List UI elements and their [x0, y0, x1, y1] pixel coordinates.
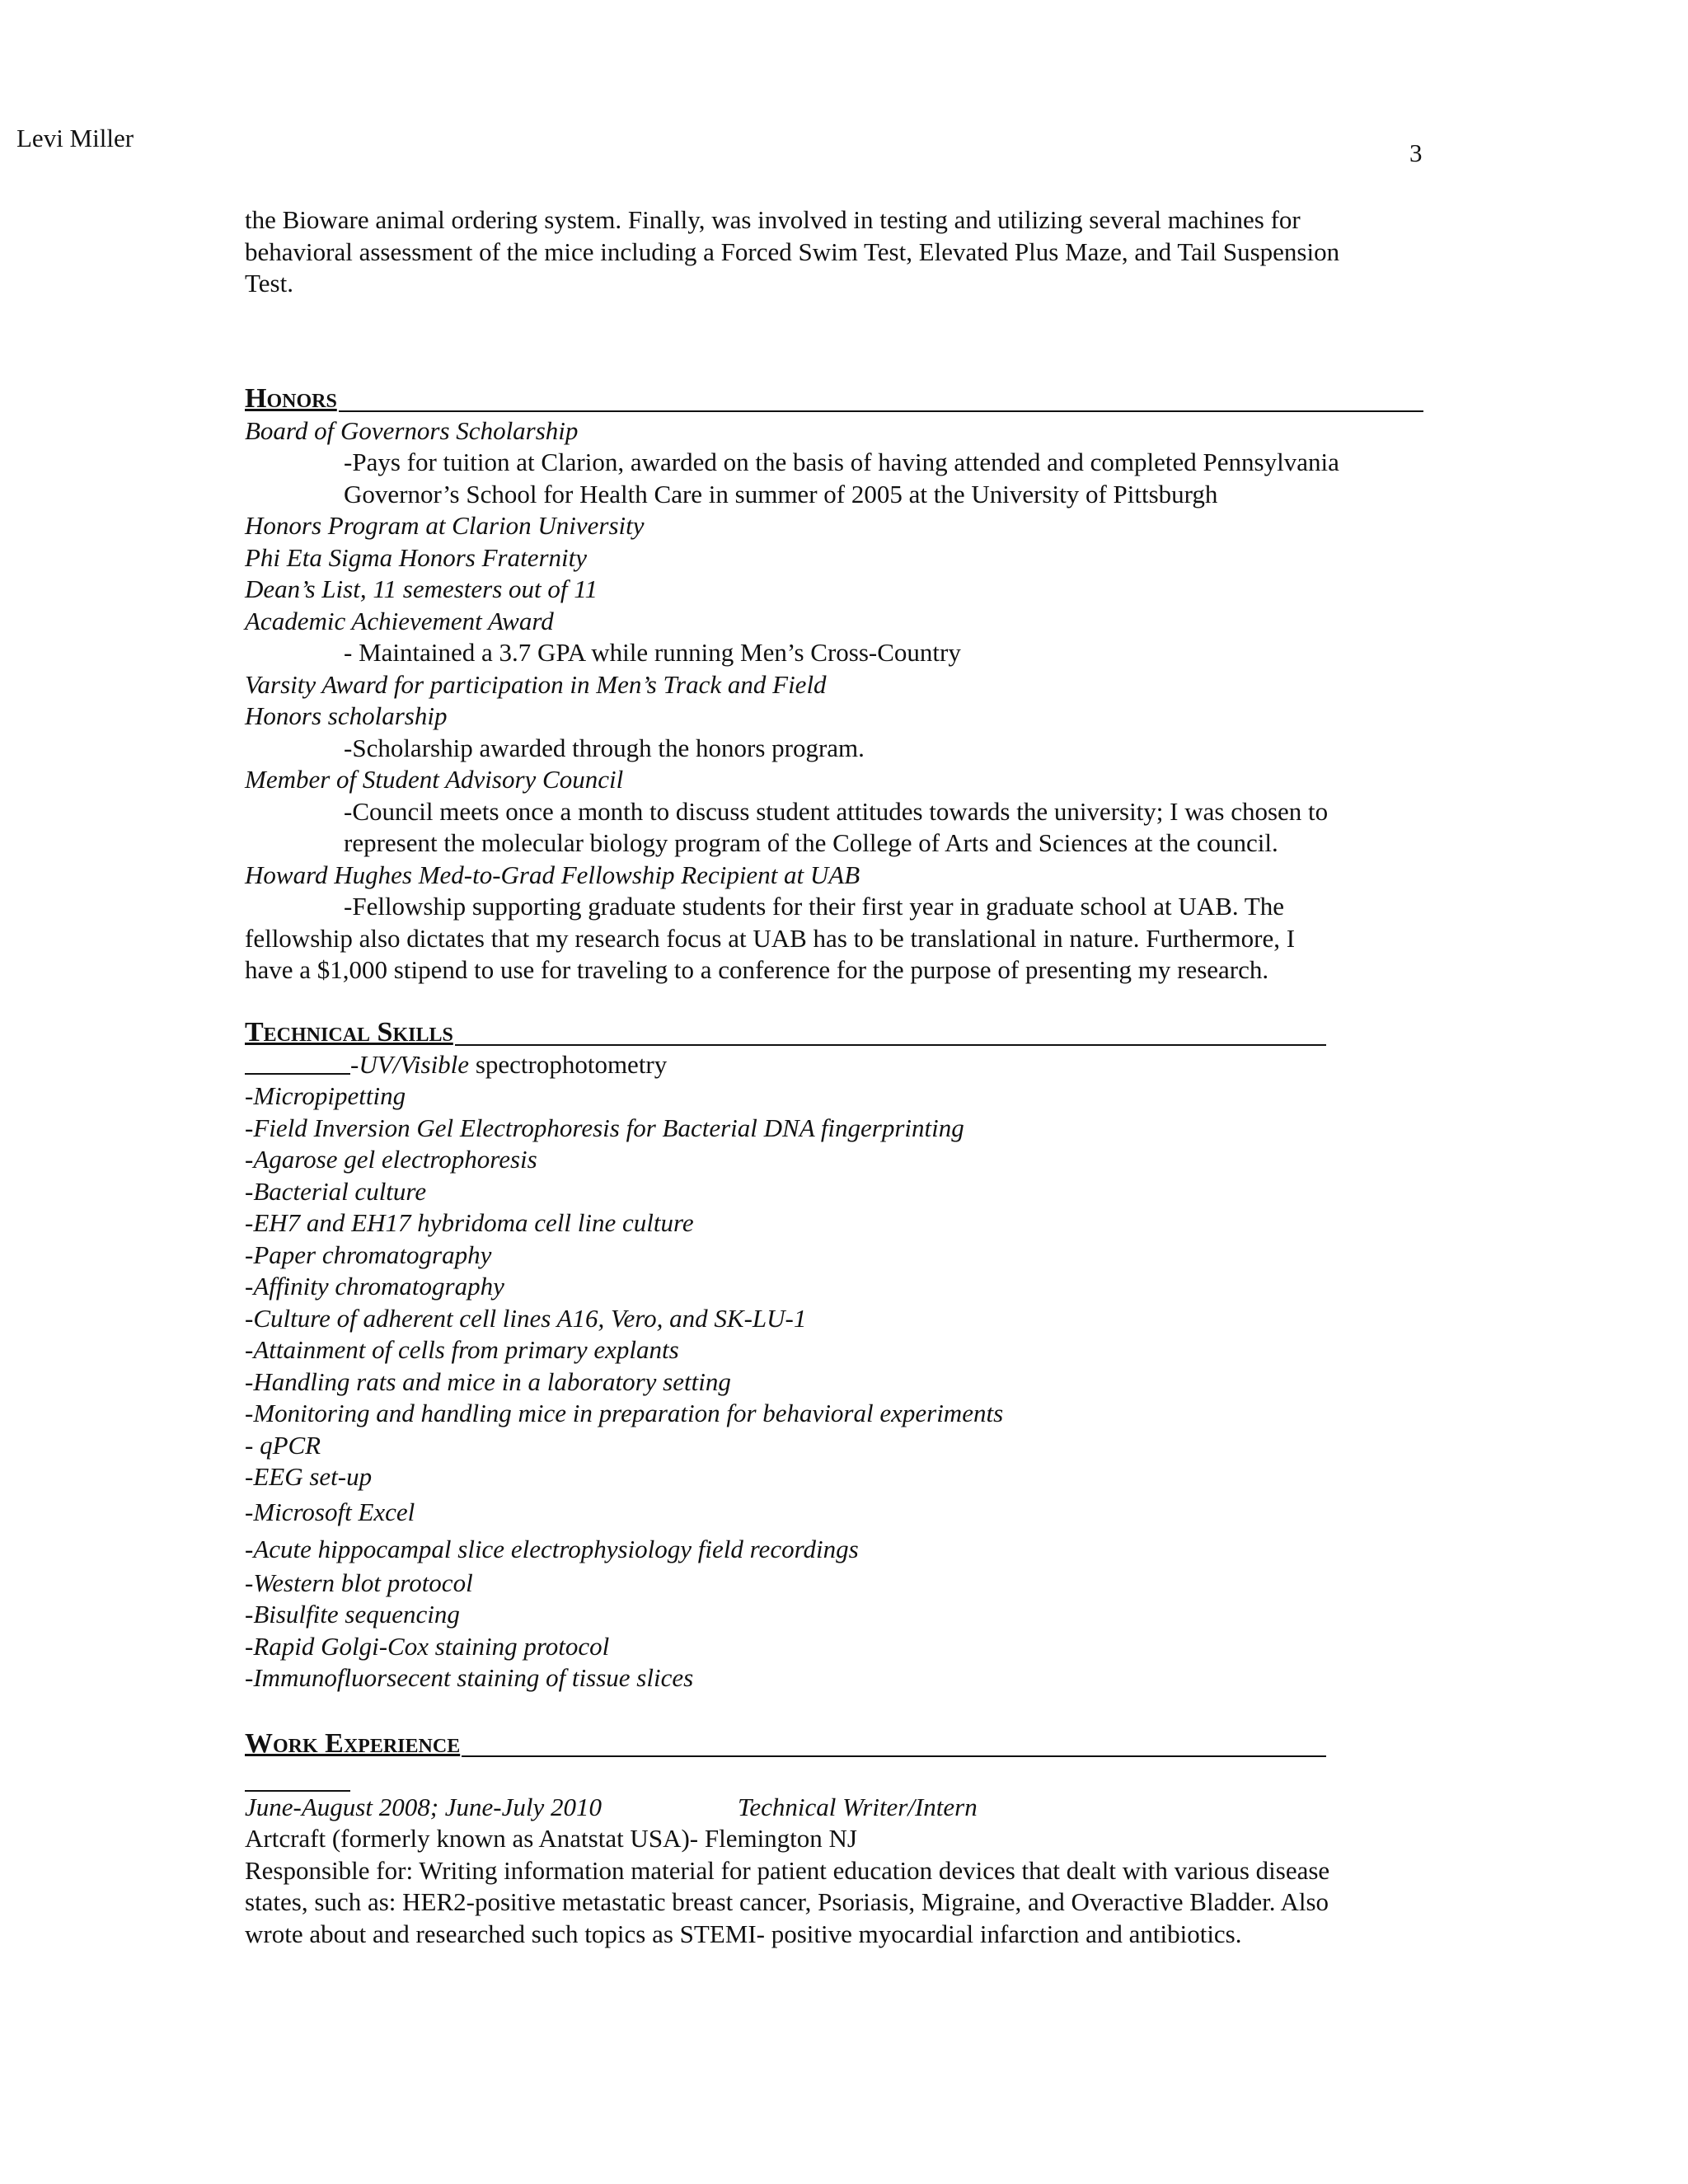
job-dates: June-August 2008; June-July 2010 [245, 1792, 603, 1821]
honor-title: Varsity Award for participation in Men’s Track and Field [245, 669, 827, 699]
skill-item: -EH7 and EH17 hybridoma cell line culture [245, 1208, 694, 1237]
skill-item: -Immunofluorsecent staining of tissue slices [245, 1663, 694, 1692]
skill-item: -Rapid Golgi-Cox staining protocol [245, 1631, 610, 1661]
skill-item: -Western blot protocol [245, 1568, 473, 1597]
skill-item: -EEG set-up [245, 1462, 373, 1491]
honors-section [245, 415, 1422, 987]
skill-item: -Micropipetting [245, 1081, 406, 1110]
honor-description: -Council meets once a month to discuss student attitudes towards the university; I was chosen to [344, 796, 1329, 826]
resume-content [245, 204, 1422, 1950]
job-description: wrote about and researched such topics as STEMI- positive myocardial infarction and antibiotics. [245, 1919, 1242, 1948]
skill-item: -Paper chromatography [245, 1240, 492, 1269]
honor-description: have a $1,000 stipend to use for traveling to a conference for the purpose of presenting my research. [245, 955, 1269, 984]
skill-item: -Microsoft Excel [245, 1497, 415, 1526]
work-experience-entry [245, 1792, 1422, 1951]
job-description: states, such as: HER2-positive metastatic breast cancer, Psoriasis, Migraine, and Overactive Bladder. Also [245, 1887, 1329, 1916]
intro-line: the Bioware animal ordering system. Finally, was involved in testing and utilizing several machines for [245, 205, 1301, 234]
honor-title: Academic Achievement Award [245, 606, 554, 635]
honor-description: -Pays for tuition at Clarion, awarded on the basis of having attended and completed Pennsylvania [344, 448, 1339, 476]
skill-item: -Handling rats and mice in a laboratory setting [245, 1366, 731, 1396]
page-number: 3 [1409, 138, 1423, 167]
honor-description: -Scholarship awarded through the honors program. [344, 733, 865, 762]
skill-item: -Attainment of cells from primary explants [245, 1335, 679, 1364]
skill-item: -Agarose gel electrophoresis [245, 1145, 537, 1174]
honor-title: Howard Hughes Med-to-Grad Fellowship Recipient at UAB [245, 860, 860, 889]
skill-item: -Affinity chromatography [245, 1272, 504, 1301]
intro-line: Test. [245, 269, 293, 298]
skill-item: -Bacterial culture [245, 1176, 427, 1206]
honor-title: Honors scholarship [245, 701, 448, 730]
technical-skills-heading: Technical Skills [245, 1016, 1422, 1049]
honor-description: fellowship also dictates that my research focus at UAB has to be translational in nature. Furthermore, I [245, 923, 1296, 953]
honor-title: Phi Eta Sigma Honors Fraternity [245, 542, 588, 572]
skill-item: - qPCR [245, 1430, 321, 1460]
job-company: Artcraft (formerly known as Anatstat USA)- Flemington NJ [245, 1824, 858, 1853]
skill-item: -Culture of adherent cell lines A16, Vero, and SK-LU-1 [245, 1303, 807, 1333]
honor-description: -Fellowship supporting graduate students for their first year in graduate school at UAB. The [344, 892, 1285, 921]
job-description: Responsible for: Writing information material for patient education devices that dealt with various disease [245, 1855, 1330, 1885]
honor-description: Governor’s School for Health Care in summer of 2005 at the University of Pittsburgh [344, 479, 1218, 509]
honor-title: Dean’s List, 11 semesters out of 11 [245, 574, 598, 603]
work-experience-heading: Work Experience [245, 1727, 1422, 1760]
skill-item: -UV/Visible spectrophotometry [245, 1049, 1422, 1081]
skill-item: -Acute hippocampal slice electrophysiology field recordings [245, 1534, 859, 1563]
underline-rule [245, 1073, 350, 1075]
technical-skills-list [245, 1049, 1422, 1694]
work-experience-rule-row [245, 1760, 1422, 1792]
honor-description: - Maintained a 3.7 GPA while running Men’s Cross-Country [344, 638, 961, 667]
honor-title: Board of Governors Scholarship [245, 415, 579, 445]
honor-title: Member of Student Advisory Council [245, 765, 624, 794]
intro-paragraph [245, 204, 1422, 300]
skill-item: -Monitoring and handling mice in preparation for behavioral experiments [245, 1399, 1004, 1427]
intro-line: behavioral assessment of the mice including a Forced Swim Test, Elevated Plus Maze, and Tail Suspension [245, 237, 1340, 266]
job-role: Technical Writer/Intern [738, 1792, 978, 1821]
honor-title: Honors Program at Clarion University [245, 511, 645, 540]
skill-item: -Bisulfite sequencing [245, 1600, 460, 1629]
honors-heading: Honors [245, 382, 1422, 415]
skill-item: -Field Inversion Gel Electrophoresis for Bacterial DNA fingerprinting [245, 1113, 964, 1142]
header-name: Levi Miller [16, 124, 134, 152]
honor-description: represent the molecular biology program of the College of Arts and Sciences at the council. [344, 828, 1278, 857]
job-header [245, 1792, 1422, 1824]
